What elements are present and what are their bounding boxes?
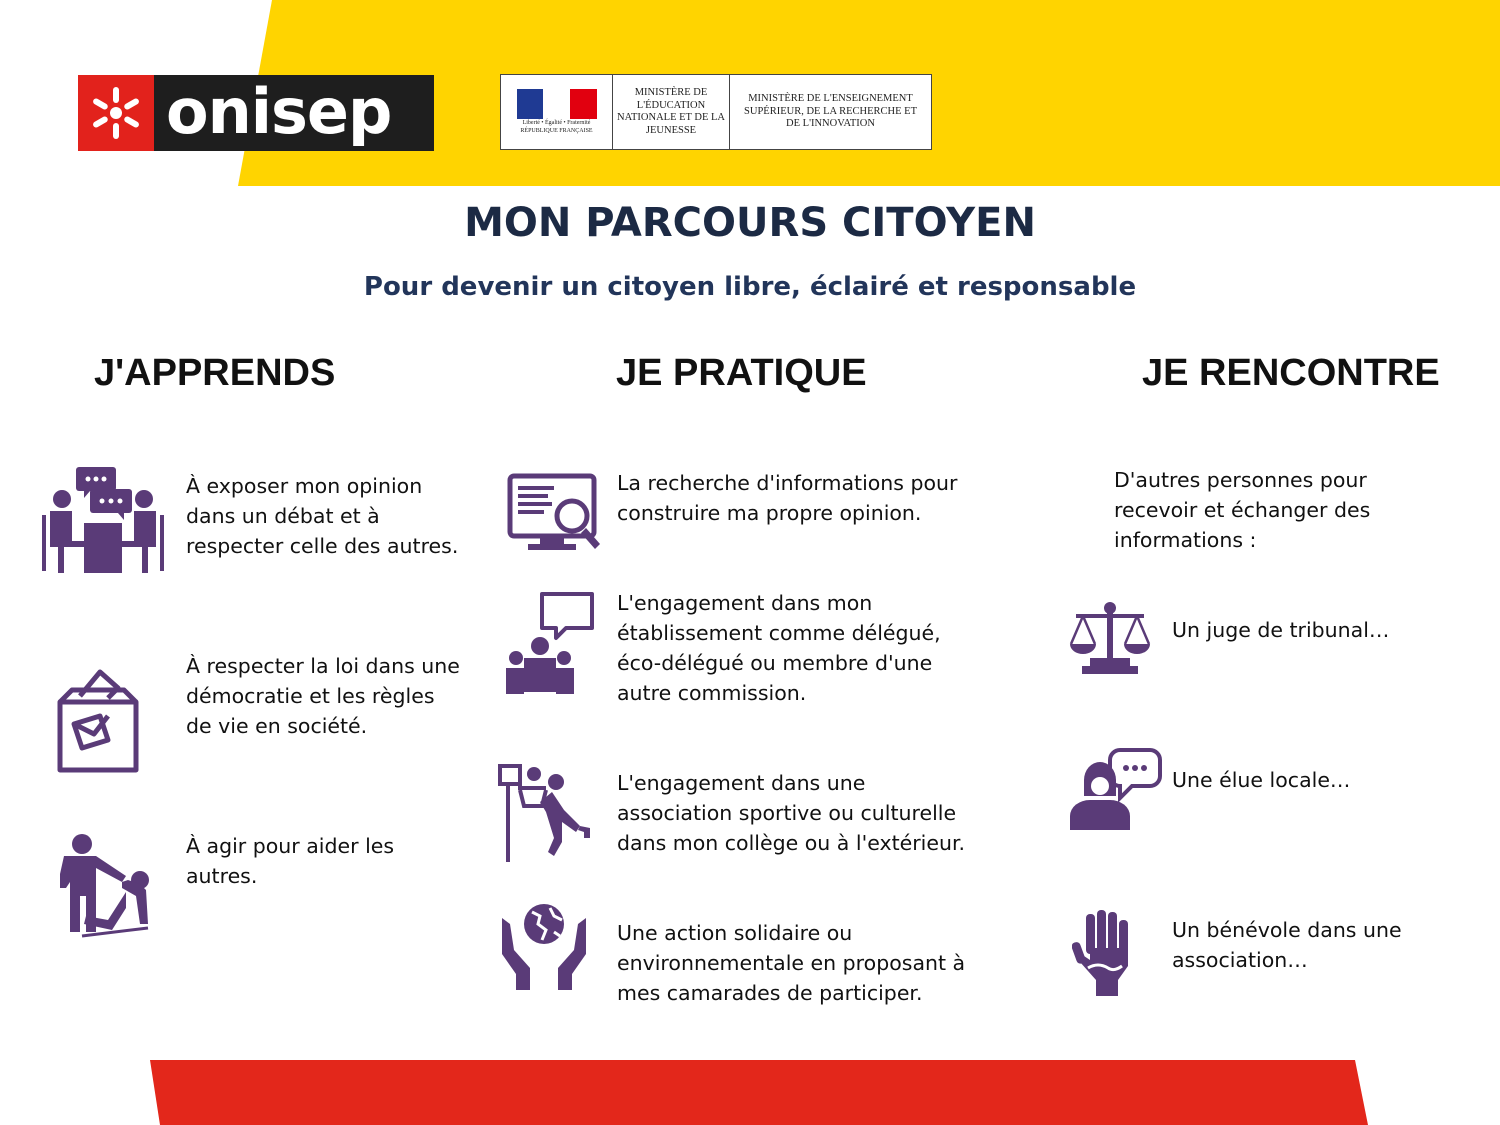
french-flag-icon [517,89,597,119]
red-footer-band [0,1055,1500,1125]
ministry-education: MINISTÈRE DE L'ÉDUCATION NATIONALE ET DE LA JEUNESSE [613,75,730,149]
hands-globe-icon [498,898,590,994]
ministry-higher-education: MINISTÈRE DE L'ENSEIGNEMENT SUPÉRIEUR, DE LA RECHERCHE ET DE L'INNOVATION [744,93,917,130]
page-subtitle: Pour devenir un citoyen libre, éclairé et responsable [363,272,1137,302]
scales-icon [1068,600,1152,676]
onisep-logo [78,75,434,151]
item-text: À agir pour aider les autres. [186,834,395,888]
item-text: À respecter la loi dans une démocratie et les règles de vie en société. [186,654,460,738]
asterisk-icon [78,75,154,151]
item-text: Un juge de tribunal… [1172,618,1390,642]
item-text: La recherche d'informations pour construire ma propre opinion. [617,471,958,525]
republic-label: RÉPUBLIQUE FRANÇAISE [520,128,593,134]
intro-text: D'autres personnes pour recevoir et échanger des informations : [1114,468,1371,552]
ministry-logo-block [500,74,932,150]
group-speech-icon [502,590,598,698]
page-title: MON PARCOURS CITOYEN [464,200,1036,246]
republic-flag-cell [501,75,613,149]
woman-speech-icon [1068,746,1162,832]
item-text: À exposer mon opinion dans un débat et à respecter celle des autres. [186,474,459,558]
item-text: L'engagement dans une association sportive ou culturelle dans mon collège ou à l'extérieur. [617,771,966,855]
item-text: L'engagement dans mon établissement comme délégué, éco-délégué ou membre d'une autre commission. [617,591,941,705]
basketball-icon [494,762,602,864]
item-text: Une élue locale… [1172,768,1351,792]
item-text: Une action solidaire ou environnementale en proposant à mes camarades de participer. [617,921,966,1005]
raised-hand-icon [1072,908,1136,998]
motto: Liberté • Égalité • Fraternité [522,120,591,126]
heading-japprends: J'APPRENDS [94,352,336,394]
ballot-box-icon [52,668,144,774]
heading-je-pratique: JE PRATIQUE [616,352,867,394]
debate-icon [38,465,168,575]
computer-search-icon [506,472,606,554]
item-text: Un bénévole dans une association… [1172,918,1402,972]
heading-je-rencontre: JE RENCONTRE [1142,352,1440,394]
helping-person-icon [50,832,160,942]
logo-text: onisep [154,75,434,151]
